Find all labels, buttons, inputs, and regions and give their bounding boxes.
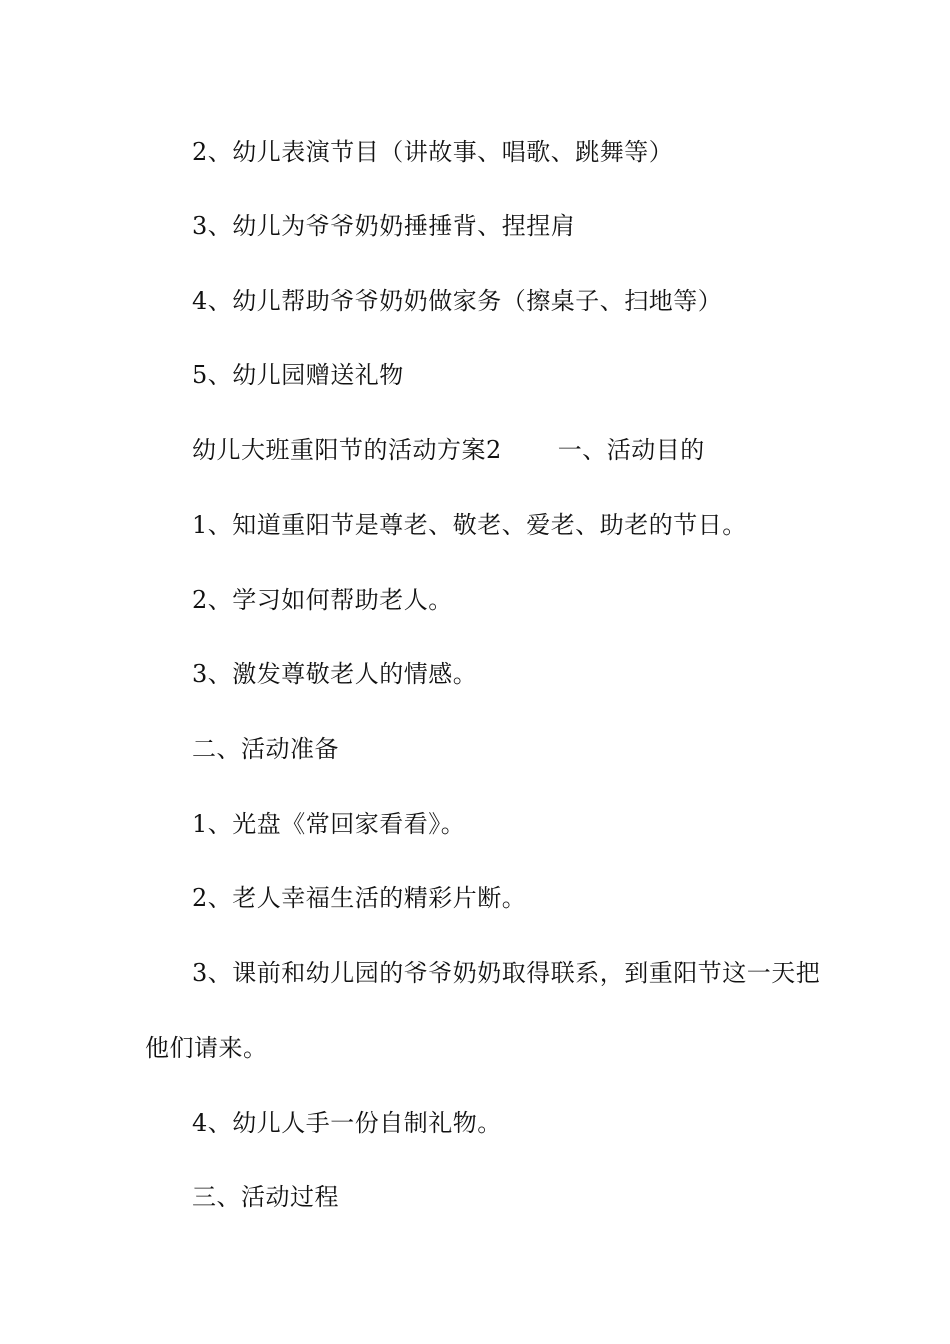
text-line: 3、幼儿为爷爷奶奶捶捶背、捏捏肩 bbox=[192, 212, 576, 240]
text-line: 3、激发尊敬老人的情感。 bbox=[192, 660, 478, 688]
text-line: 1、光盘《常回家看看》。 bbox=[192, 810, 466, 838]
text-line: 3、课前和幼儿园的爷爷奶奶取得联系，到重阳节这一天把 bbox=[192, 959, 821, 987]
text-line: 4、幼儿帮助爷爷奶奶做家务（擦桌子、扫地等） bbox=[192, 287, 723, 315]
text-line: 2、老人幸福生活的精彩片断。 bbox=[192, 884, 527, 912]
section-title-line bbox=[192, 435, 705, 465]
section-heading: 三、活动过程 bbox=[192, 1183, 339, 1211]
section-heading: 二、活动准备 bbox=[192, 735, 339, 763]
text-line: 2、幼儿表演节目（讲故事、唱歌、跳舞等） bbox=[192, 138, 674, 166]
text-line: 4、幼儿人手一份自制礼物。 bbox=[192, 1109, 502, 1137]
text-line: 5、幼儿园赠送礼物 bbox=[192, 361, 404, 389]
text-line: 2、学习如何帮助老人。 bbox=[192, 586, 453, 614]
section-heading: 一、活动目的 bbox=[557, 436, 705, 464]
text-line-continuation: 他们请来。 bbox=[145, 1034, 268, 1062]
text-line: 1、知道重阳节是尊老、敬老、爱老、助老的节日。 bbox=[192, 511, 747, 539]
plan-title: 幼儿大班重阳节的活动方案2 bbox=[192, 436, 502, 464]
